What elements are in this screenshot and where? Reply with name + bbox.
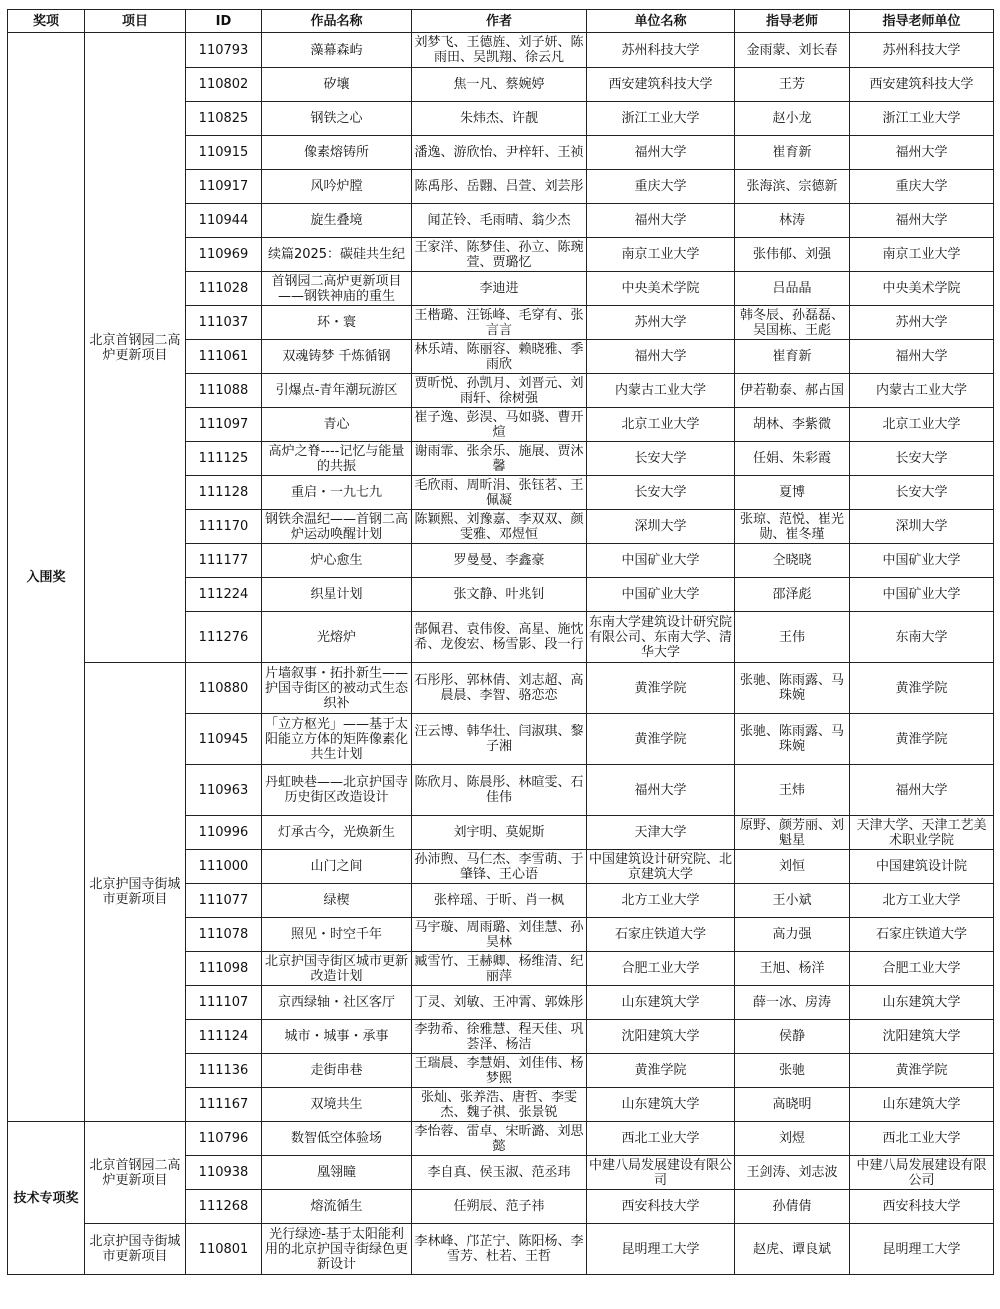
cell-advisor-institution: 北方工业大学 [850,884,994,918]
cell-advisors: 崔育新 [735,340,850,374]
cell-advisor-institution: 黄淮学院 [850,663,994,714]
cell-institution: 福州大学 [587,204,735,238]
cell-id: 111028 [186,272,262,306]
cell-advisor-institution: 石家庄铁道大学 [850,918,994,952]
cell-id: 110963 [186,765,262,816]
cell-advisors: 崔育新 [735,136,850,170]
cell-advisor-institution: 天津大学、天津工艺美术职业学院 [850,816,994,850]
cell-id: 111088 [186,374,262,408]
header-id: ID [186,10,262,33]
cell-authors: 郜佩君、袁伟俊、高星、施忱希、龙俊宏、杨雪影、段一行 [412,612,587,663]
cell-authors: 李迪进 [412,272,587,306]
cell-institution: 北京工业大学 [587,408,735,442]
cell-advisor-institution: 长安大学 [850,442,994,476]
cell-id: 110915 [186,136,262,170]
cell-advisors: 任娟、朱彩霞 [735,442,850,476]
cell-advisors: 夏博 [735,476,850,510]
cell-id: 111124 [186,1020,262,1054]
cell-institution: 石家庄铁道大学 [587,918,735,952]
cell-advisors: 张海滨、宗德新 [735,170,850,204]
cell-authors: 陈禹彤、岳翾、吕萱、刘芸彤 [412,170,587,204]
cell-advisors: 高晓明 [735,1088,850,1122]
table-body [8,33,994,1275]
cell-title: 织星计划 [262,578,412,612]
cell-authors: 李勃希、徐雅慧、程天佳、巩荟泽、杨洁 [412,1020,587,1054]
cell-advisor-institution: 重庆大学 [850,170,994,204]
cell-institution: 西北工业大学 [587,1122,735,1156]
cell-title: 走街串巷 [262,1054,412,1088]
cell-authors: 谢雨霏、张余乐、施展、贾沐馨 [412,442,587,476]
cell-advisors: 王剑涛、刘志波 [735,1156,850,1190]
cell-advisors: 伊若勒泰、郝占国 [735,374,850,408]
cell-title: 钢铁余温纪——首钢二高炉运动唤醒计划 [262,510,412,544]
cell-advisors: 张伟郁、刘强 [735,238,850,272]
cell-authors: 贾昕悦、孙凯月、刘晋元、刘雨轩、徐树强 [412,374,587,408]
cell-id: 111125 [186,442,262,476]
cell-authors: 汪云博、韩华壮、闫淑琪、黎子湘 [412,714,587,765]
cell-authors: 马宇璇、周雨璐、刘佳慧、孙昊林 [412,918,587,952]
cell-id: 111170 [186,510,262,544]
cell-title: 矽壤 [262,68,412,102]
cell-institution: 西安建筑科技大学 [587,68,735,102]
cell-id: 111128 [186,476,262,510]
header-award: 奖项 [8,10,85,33]
cell-advisors: 张驰 [735,1054,850,1088]
cell-authors: 罗曼曼、李鑫豪 [412,544,587,578]
cell-id: 111000 [186,850,262,884]
cell-advisors: 侯静 [735,1020,850,1054]
cell-id: 111097 [186,408,262,442]
cell-advisor-institution: 福州大学 [850,136,994,170]
cell-id: 111276 [186,612,262,663]
cell-advisors: 孙倩倩 [735,1190,850,1224]
cell-title: 旋生叠境 [262,204,412,238]
cell-institution: 苏州大学 [587,306,735,340]
cell-authors: 李自真、侯玉淑、范丞玮 [412,1156,587,1190]
cell-id: 110801 [186,1224,262,1275]
cell-id: 110880 [186,663,262,714]
cell-advisors: 王旭、杨洋 [735,952,850,986]
cell-title: 光行绿迹-基于太阳能利用的北京护国寺街绿色更新设计 [262,1224,412,1275]
cell-institution: 昆明理工大学 [587,1224,735,1275]
cell-title: 数智低空体验场 [262,1122,412,1156]
cell-title: 像素熔铸所 [262,136,412,170]
cell-title: 「立方枢光」——基于太阳能立方体的矩阵像素化共生计划 [262,714,412,765]
cell-institution: 东南大学建筑设计研究院有限公司、东南大学、清华大学 [587,612,735,663]
cell-authors: 焦一凡、蔡婉婷 [412,68,587,102]
cell-authors: 王瑞晨、李慧娟、刘佳伟、杨梦熙 [412,1054,587,1088]
cell-authors: 陈颖熙、刘豫嘉、李双双、颜雯雅、邓煜恒 [412,510,587,544]
cell-institution: 黄淮学院 [587,714,735,765]
cell-title: 藻幕森屿 [262,33,412,68]
cell-institution: 北方工业大学 [587,884,735,918]
cell-institution: 福州大学 [587,136,735,170]
cell-id: 111107 [186,986,262,1020]
cell-advisors: 王芳 [735,68,850,102]
cell-authors: 刘梦飞、王德旌、刘子妍、陈雨田、吴凯翔、徐云凡 [412,33,587,68]
cell-authors: 张梓瑶、于昕、肖一枫 [412,884,587,918]
cell-institution: 浙江工业大学 [587,102,735,136]
cell-advisors: 高力强 [735,918,850,952]
cell-title: 片墙叙事・拓扑新生——护国寺街区的被动式生态织补 [262,663,412,714]
cell-advisor-institution: 福州大学 [850,204,994,238]
table-row [8,1224,994,1275]
project-cell: 北京护国寺街城市更新项目 [85,663,186,1122]
cell-title: 灯承古今，光焕新生 [262,816,412,850]
cell-authors: 朱炜杰、许靓 [412,102,587,136]
cell-advisor-institution: 黄淮学院 [850,1054,994,1088]
cell-id: 110802 [186,68,262,102]
cell-authors: 孙沛煦、马仁杰、李雪萌、于肇锋、王心语 [412,850,587,884]
cell-title: 风吟炉膛 [262,170,412,204]
cell-id: 111077 [186,884,262,918]
cell-title: 凰翎瞳 [262,1156,412,1190]
cell-id: 111167 [186,1088,262,1122]
cell-authors: 丁灵、刘敏、王冲霄、郭姝彤 [412,986,587,1020]
cell-title: 钢铁之心 [262,102,412,136]
cell-id: 110945 [186,714,262,765]
header-advisors: 指导老师 [735,10,850,33]
cell-title: 重启・一九七九 [262,476,412,510]
cell-id: 111061 [186,340,262,374]
award-cell: 入围奖 [8,33,85,1122]
cell-title: 丹虹映巷——北京护国寺历史街区改造设计 [262,765,412,816]
header-project: 项目 [85,10,186,33]
cell-id: 110938 [186,1156,262,1190]
cell-title: 北京护国寺街区城市更新改造计划 [262,952,412,986]
cell-institution: 中国建筑设计研究院、北京建筑大学 [587,850,735,884]
header-authors: 作者 [412,10,587,33]
cell-authors: 林乐靖、陈丽容、赖晓雅、季雨欣 [412,340,587,374]
cell-institution: 黄淮学院 [587,663,735,714]
cell-advisors: 张驰、陈雨露、马珠婉 [735,714,850,765]
cell-authors: 张文静、叶兆钊 [412,578,587,612]
cell-institution: 山东建筑大学 [587,986,735,1020]
cell-advisors: 韩冬辰、孙磊磊、吴国栋、王彪 [735,306,850,340]
cell-advisor-institution: 长安大学 [850,476,994,510]
cell-institution: 福州大学 [587,765,735,816]
cell-title: 续篇2025：碳硅共生纪 [262,238,412,272]
cell-institution: 天津大学 [587,816,735,850]
header-institution: 单位名称 [587,10,735,33]
cell-advisors: 刘煜 [735,1122,850,1156]
cell-title: 环・寰 [262,306,412,340]
cell-institution: 南京工业大学 [587,238,735,272]
cell-advisor-institution: 中国建筑设计院 [850,850,994,884]
awards-table [7,9,994,1275]
header-advisor-institution: 指导老师单位 [850,10,994,33]
cell-institution: 山东建筑大学 [587,1088,735,1122]
cell-id: 110969 [186,238,262,272]
cell-id: 110796 [186,1122,262,1156]
cell-title: 照见・时空千年 [262,918,412,952]
cell-advisor-institution: 深圳大学 [850,510,994,544]
cell-title: 山门之间 [262,850,412,884]
table-row [8,1122,994,1156]
cell-advisor-institution: 内蒙古工业大学 [850,374,994,408]
cell-advisor-institution: 东南大学 [850,612,994,663]
cell-advisor-institution: 中央美术学院 [850,272,994,306]
cell-id: 110825 [186,102,262,136]
cell-authors: 潘逸、游欣怡、尹梓轩、王祯 [412,136,587,170]
header-work-title: 作品名称 [262,10,412,33]
cell-advisor-institution: 西安科技大学 [850,1190,994,1224]
cell-institution: 重庆大学 [587,170,735,204]
cell-advisor-institution: 福州大学 [850,340,994,374]
cell-authors: 任朔辰、范子祎 [412,1190,587,1224]
cell-advisors: 胡林、李紫微 [735,408,850,442]
award-cell: 技术专项奖 [8,1122,85,1275]
cell-id: 111268 [186,1190,262,1224]
cell-advisor-institution: 西安建筑科技大学 [850,68,994,102]
cell-title: 京西绿轴・社区客厅 [262,986,412,1020]
cell-title: 炉心愈生 [262,544,412,578]
cell-institution: 合肥工业大学 [587,952,735,986]
cell-title: 光熔炉 [262,612,412,663]
cell-advisors: 吕品晶 [735,272,850,306]
cell-advisors: 刘恒 [735,850,850,884]
project-cell: 北京首钢园二高炉更新项目 [85,33,186,663]
cell-title: 高炉之脊----记忆与能量的共振 [262,442,412,476]
cell-authors: 王楷璐、汪铄峰、毛穿有、张言言 [412,306,587,340]
cell-institution: 中国矿业大学 [587,544,735,578]
cell-id: 111098 [186,952,262,986]
cell-advisor-institution: 中建八局发展建设有限公司 [850,1156,994,1190]
cell-advisors: 金雨蒙、刘长春 [735,33,850,68]
cell-advisor-institution: 西北工业大学 [850,1122,994,1156]
cell-authors: 臧雪竹、王赫卿、杨维清、纪丽萍 [412,952,587,986]
cell-id: 110917 [186,170,262,204]
cell-institution: 内蒙古工业大学 [587,374,735,408]
cell-institution: 深圳大学 [587,510,735,544]
cell-advisors: 邵泽彪 [735,578,850,612]
cell-advisors: 原野、颜芳丽、刘魁星 [735,816,850,850]
cell-institution: 中国矿业大学 [587,578,735,612]
header-row [8,10,994,33]
cell-authors: 刘宇明、莫妮斯 [412,816,587,850]
cell-id: 111136 [186,1054,262,1088]
cell-advisor-institution: 南京工业大学 [850,238,994,272]
cell-advisor-institution: 苏州科技大学 [850,33,994,68]
cell-id: 111078 [186,918,262,952]
cell-institution: 沈阳建筑大学 [587,1020,735,1054]
cell-title: 首钢园二高炉更新项目——钢铁神庙的重生 [262,272,412,306]
cell-institution: 西安科技大学 [587,1190,735,1224]
project-cell: 北京护国寺街城市更新项目 [85,1224,186,1275]
cell-authors: 毛欣雨、周昕涓、张钰茗、王佩凝 [412,476,587,510]
cell-authors: 张灿、张养浩、唐哲、李雯杰、魏子祺、张景锐 [412,1088,587,1122]
cell-authors: 李怡蓉、雷卓、宋昕潞、刘思懿 [412,1122,587,1156]
cell-institution: 中央美术学院 [587,272,735,306]
cell-title: 青心 [262,408,412,442]
cell-advisors: 王小斌 [735,884,850,918]
cell-title: 引爆点-青年潮玩游区 [262,374,412,408]
cell-id: 110996 [186,816,262,850]
cell-advisor-institution: 黄淮学院 [850,714,994,765]
cell-title: 双魂铸梦 千炼循钢 [262,340,412,374]
cell-authors: 陈欣月、陈晨彤、林暄雯、石佳伟 [412,765,587,816]
cell-id: 111177 [186,544,262,578]
cell-institution: 中建八局发展建设有限公司 [587,1156,735,1190]
cell-institution: 福州大学 [587,340,735,374]
cell-title: 城市・城事・承事 [262,1020,412,1054]
cell-authors: 石彤彤、郭林倩、刘志超、高晨晨、李智、骆恋恋 [412,663,587,714]
cell-authors: 王家洋、陈梦佳、孙立、陈琬萱、贾璐忆 [412,238,587,272]
cell-id: 110944 [186,204,262,238]
cell-advisor-institution: 福州大学 [850,765,994,816]
cell-advisor-institution: 苏州大学 [850,306,994,340]
cell-title: 双境共生 [262,1088,412,1122]
cell-authors: 李林峰、邝芷宁、陈阳杨、李雪芳、杜若、王哲 [412,1224,587,1275]
cell-advisors: 薛一冰、房涛 [735,986,850,1020]
cell-advisors: 王炜 [735,765,850,816]
cell-advisors: 林涛 [735,204,850,238]
cell-advisor-institution: 昆明理工大学 [850,1224,994,1275]
table-row [8,33,994,68]
cell-advisor-institution: 中国矿业大学 [850,578,994,612]
cell-institution: 长安大学 [587,476,735,510]
cell-id: 111037 [186,306,262,340]
cell-advisor-institution: 北京工业大学 [850,408,994,442]
cell-institution: 苏州科技大学 [587,33,735,68]
cell-advisor-institution: 沈阳建筑大学 [850,1020,994,1054]
cell-advisors: 仝晓晓 [735,544,850,578]
cell-id: 111224 [186,578,262,612]
cell-advisors: 王伟 [735,612,850,663]
cell-title: 绿楔 [262,884,412,918]
cell-id: 110793 [186,33,262,68]
cell-advisors: 张驰、陈雨露、马珠婉 [735,663,850,714]
cell-institution: 黄淮学院 [587,1054,735,1088]
cell-authors: 闻芷铃、毛雨晴、翁少杰 [412,204,587,238]
project-cell: 北京首钢园二高炉更新项目 [85,1122,186,1224]
cell-advisor-institution: 合肥工业大学 [850,952,994,986]
cell-advisor-institution: 中国矿业大学 [850,544,994,578]
table-row [8,663,994,714]
cell-institution: 长安大学 [587,442,735,476]
cell-advisors: 张琼、范悦、崔光勋、崔冬瑾 [735,510,850,544]
cell-advisor-institution: 浙江工业大学 [850,102,994,136]
cell-advisor-institution: 山东建筑大学 [850,1088,994,1122]
cell-advisor-institution: 山东建筑大学 [850,986,994,1020]
cell-authors: 崔子逸、彭淏、马如骁、曹开煊 [412,408,587,442]
cell-advisors: 赵小龙 [735,102,850,136]
cell-title: 熔流循生 [262,1190,412,1224]
cell-advisors: 赵虎、谭良斌 [735,1224,850,1275]
